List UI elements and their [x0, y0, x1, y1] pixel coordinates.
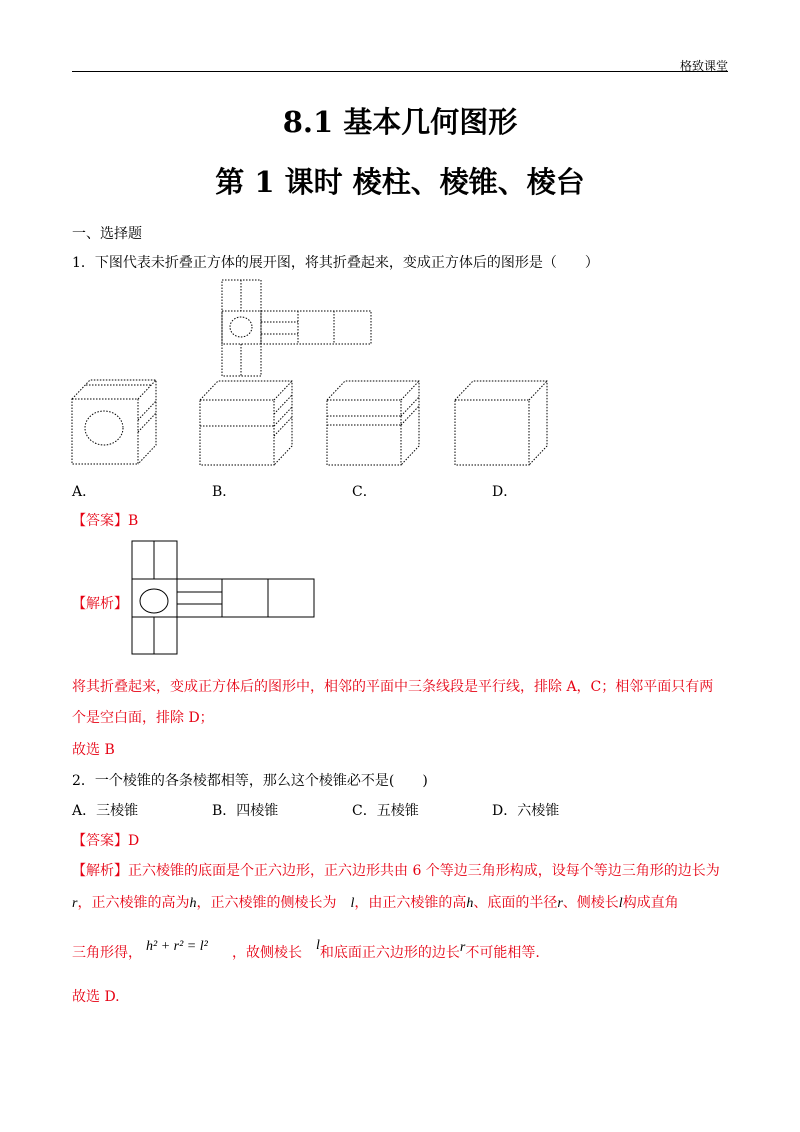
math-r: r	[459, 940, 466, 955]
q2-text-a2-6: 构成直角	[622, 895, 679, 911]
q2-text-a2-5: 、侧棱长	[562, 895, 619, 911]
q2-analysis-line2	[72, 893, 679, 914]
q2-text-a3-4: 不可能相等.	[465, 945, 540, 961]
q1-option-c: C．	[352, 484, 377, 500]
q2-option-d: D．六棱锥	[492, 803, 560, 819]
page-title: 8.1 基本几何图形	[282, 105, 518, 139]
q2-conclusion: 故选 D.	[72, 989, 120, 1005]
q1-answer-tag: 【答案】	[72, 513, 128, 529]
q2-analysis-line1	[72, 861, 720, 881]
q2-answer-value: D	[128, 833, 140, 849]
q1-conclusion: 故选 B	[72, 742, 115, 758]
q2-analysis-text1: 正六棱锥的底面是个正六边形，正六边形共由 6 个等边三角形构成，设每个等边三角形的边长为	[128, 863, 720, 879]
q2-text-a3-1: 三角形得，	[72, 945, 142, 961]
q2-text-a2-2: ，正六棱锥的侧棱长为	[196, 895, 337, 911]
page-subtitle: 第 1 课时 棱柱、棱锥、棱台	[215, 165, 585, 199]
q1-option-a: A．	[72, 484, 97, 500]
math-l: l	[316, 938, 320, 953]
q2-text-a2-3: ，由正六棱锥的高	[354, 895, 467, 911]
q2-text-a2-4: 、底面的半径	[473, 895, 558, 911]
section-heading: 一、选择题	[72, 226, 142, 242]
q2-text-a3-2: ，故侧棱长	[232, 945, 302, 961]
q2-stem: 2．一个棱锥的各条棱都相等，那么这个棱锥必不是( )	[72, 773, 428, 789]
q1-option-b: B．	[212, 484, 237, 500]
q2-answer-tag: 【答案】	[72, 833, 128, 849]
q2-analysis-line3	[72, 943, 142, 963]
q2-option-b: B．四棱锥	[212, 803, 279, 819]
math-l: l	[618, 896, 623, 911]
q2-formula: h² + r² = l²	[146, 939, 208, 954]
q1-analysis-tag: 【解析】	[72, 596, 128, 612]
q2-option-a: A．三棱锥	[72, 803, 139, 819]
math-h: h	[466, 896, 474, 911]
q1-explanation-line2: 个是空白面，排除 D；	[72, 710, 214, 726]
q1-explanation-line1: 将其折叠起来，变成正方体后的图形中，相邻的平面中三条线段是平行线，排除 A，C；相邻平面只有两	[72, 679, 714, 695]
math-h: h	[189, 896, 197, 911]
math-r: r	[72, 896, 78, 911]
header-brand: 格致课堂	[679, 59, 728, 73]
q2-text-a3-3: 和底面正六边形的边长	[319, 945, 460, 961]
q2-answer	[72, 831, 139, 851]
q1-answer-value: B	[128, 513, 139, 529]
q2-option-c: C．五棱锥	[352, 803, 419, 819]
q2-analysis-line3-rest	[232, 938, 540, 964]
q1-stem: 1．下图代表未折叠正方体的展开图，将其折叠起来，变成正方体后的图形是（ ）	[72, 255, 599, 271]
q2-analysis-tag: 【解析】	[72, 863, 128, 879]
math-l: l	[350, 896, 355, 911]
q1-option-d: D．	[492, 484, 518, 500]
math-r: r	[557, 896, 563, 911]
q2-text-a2-1: ，正六棱锥的高为	[77, 895, 190, 911]
